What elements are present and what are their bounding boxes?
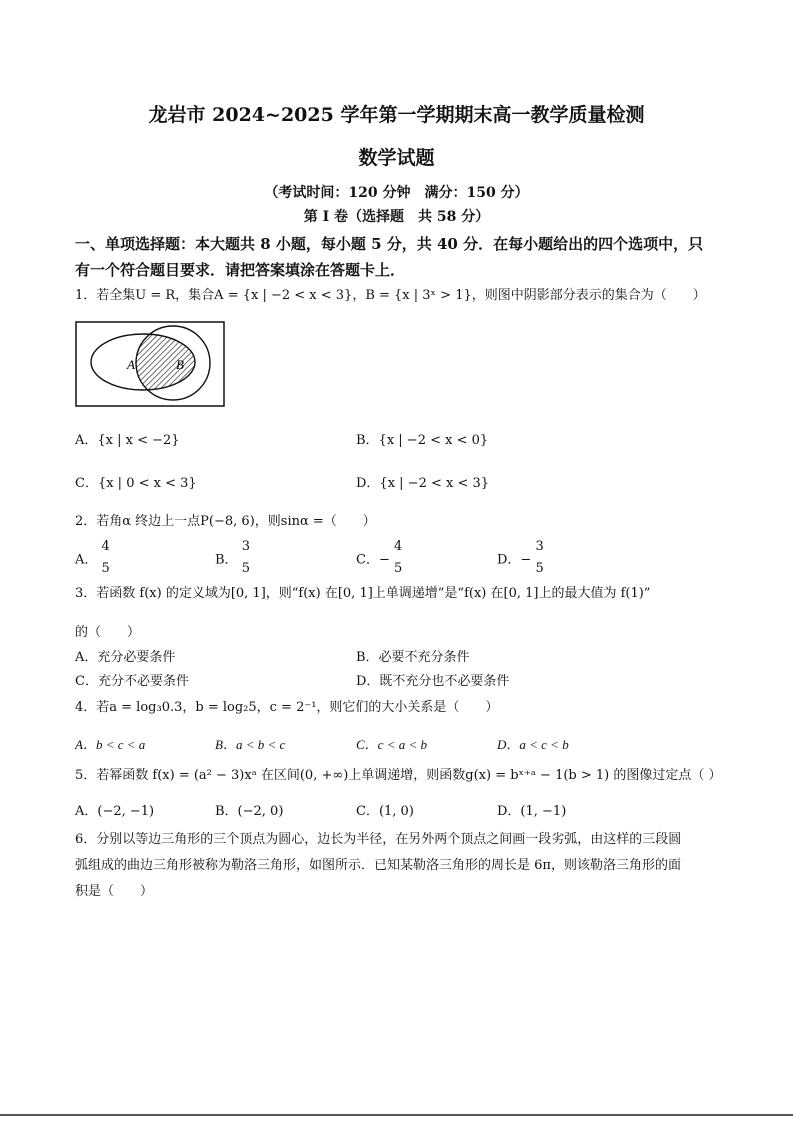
q4-option-c[interactable]: C．c < a < b bbox=[356, 737, 427, 752]
q2-b-label: B． bbox=[215, 552, 238, 568]
exam-title: 龙岩市 2024~2025 学年第一学期期末高一教学质量检测 bbox=[148, 104, 645, 126]
question-2-text: 2．若角α 终边上一点P(−8, 6)，则sinα =（ ） bbox=[75, 514, 376, 529]
q2-c-num: 4 bbox=[393, 539, 403, 554]
venn-diagram bbox=[75, 321, 225, 407]
question-6-line2: 弧组成的曲边三角形被称为勒洛三角形，如图所示．已知某勒洛三角形的周长是 6π，则该勒洛三角形的面 bbox=[75, 858, 681, 873]
q5-option-c[interactable]: C．(1, 0) bbox=[356, 804, 414, 819]
venn-label-b: B bbox=[176, 357, 184, 372]
q3-option-c[interactable]: C．充分不必要条件 bbox=[75, 674, 189, 689]
page-bottom-rule bbox=[0, 1114, 793, 1116]
q4-option-b[interactable]: B．a < b < c bbox=[215, 737, 286, 752]
q2-a-den: 5 bbox=[101, 561, 110, 576]
q1-option-a[interactable]: A．{x | x < −2} bbox=[75, 433, 180, 448]
q2-option-c[interactable] bbox=[356, 536, 402, 580]
q2-option-a[interactable] bbox=[75, 536, 110, 580]
exam-subtitle: 数学试题 bbox=[358, 147, 435, 169]
q3-option-b[interactable]: B．必要不充分条件 bbox=[356, 650, 470, 665]
q1-option-d[interactable]: D．{x | −2 < x < 3} bbox=[356, 476, 490, 491]
question-6-line1: 6．分别以等边三角形的三个顶点为圆心，边长为半径，在另外两个顶点之间画一段劣弧，由这样的三段圆 bbox=[75, 832, 682, 847]
q2-a-num: 4 bbox=[101, 539, 110, 554]
q5-option-b[interactable]: B．(−2, 0) bbox=[215, 804, 284, 819]
instructions-line1: 一、单项选择题：本大题共 8 小题，每小题 5 分，共 40 分．在每小题给出的四个选项中，只 bbox=[75, 235, 704, 253]
instructions-line2: 有一个符合题目要求．请把答案填涂在答题卡上． bbox=[75, 261, 406, 279]
q5-option-d[interactable]: D．(1, −1) bbox=[497, 804, 567, 819]
question-5-text: 5．若幂函数 f(x) = (a² − 3)xᵃ 在区间(0, +∞)上单调递增，则函数g(x) = bˣ⁺ᵃ − 1(b > 1) 的图像过定点（ ） bbox=[75, 768, 722, 783]
question-4-text: 4．若a = log₃0.3，b = log₂5，c = 2⁻¹，则它们的大小关系是（ ） bbox=[75, 700, 499, 715]
q2-d-label: D．− bbox=[497, 552, 532, 568]
q1-option-c[interactable]: C．{x | 0 < x < 3} bbox=[75, 476, 197, 491]
q2-d-den: 5 bbox=[535, 561, 544, 576]
q2-b-num: 3 bbox=[241, 539, 250, 554]
q4-option-a[interactable]: A．b < c < a bbox=[75, 737, 146, 752]
q3-option-a[interactable]: A．充分必要条件 bbox=[75, 650, 176, 665]
q1-option-b[interactable]: B．{x | −2 < x < 0} bbox=[356, 433, 489, 448]
q2-c-label: C．− bbox=[356, 552, 390, 568]
venn-label-a: A bbox=[127, 357, 135, 372]
q3-option-d[interactable]: D．既不充分也不必要条件 bbox=[356, 674, 510, 689]
q2-b-den: 5 bbox=[241, 561, 250, 576]
q2-option-b[interactable] bbox=[215, 536, 250, 580]
q2-option-d[interactable] bbox=[497, 536, 544, 580]
question-3-text: 3．若函数 f(x) 的定义域为[0, 1]，则“f(x) 在[0, 1]上单调递增”是“f(x) 在[0, 1]上的最大值为 f(1)” bbox=[75, 586, 651, 601]
q2-c-den: 5 bbox=[393, 561, 403, 576]
q2-a-label: A． bbox=[75, 552, 98, 568]
q5-option-a[interactable]: A．(−2, −1) bbox=[75, 804, 155, 819]
question-1-text: 1．若全集U = R，集合A = {x | −2 < x < 3}，B = {x | 3ˣ > 1}，则图中阴影部分表示的集合为（ ） bbox=[75, 288, 706, 303]
question-3-text-cont: 的（ ） bbox=[75, 625, 141, 640]
section-heading: 第 I 卷（选择题 共 58 分） bbox=[303, 209, 490, 225]
exam-info: （考试时间：120 分钟 满分：150 分） bbox=[264, 185, 529, 201]
question-6-line3: 积是（ ） bbox=[75, 884, 154, 899]
q2-d-num: 3 bbox=[535, 539, 544, 554]
q4-option-d[interactable]: D．a < c < b bbox=[497, 737, 569, 752]
